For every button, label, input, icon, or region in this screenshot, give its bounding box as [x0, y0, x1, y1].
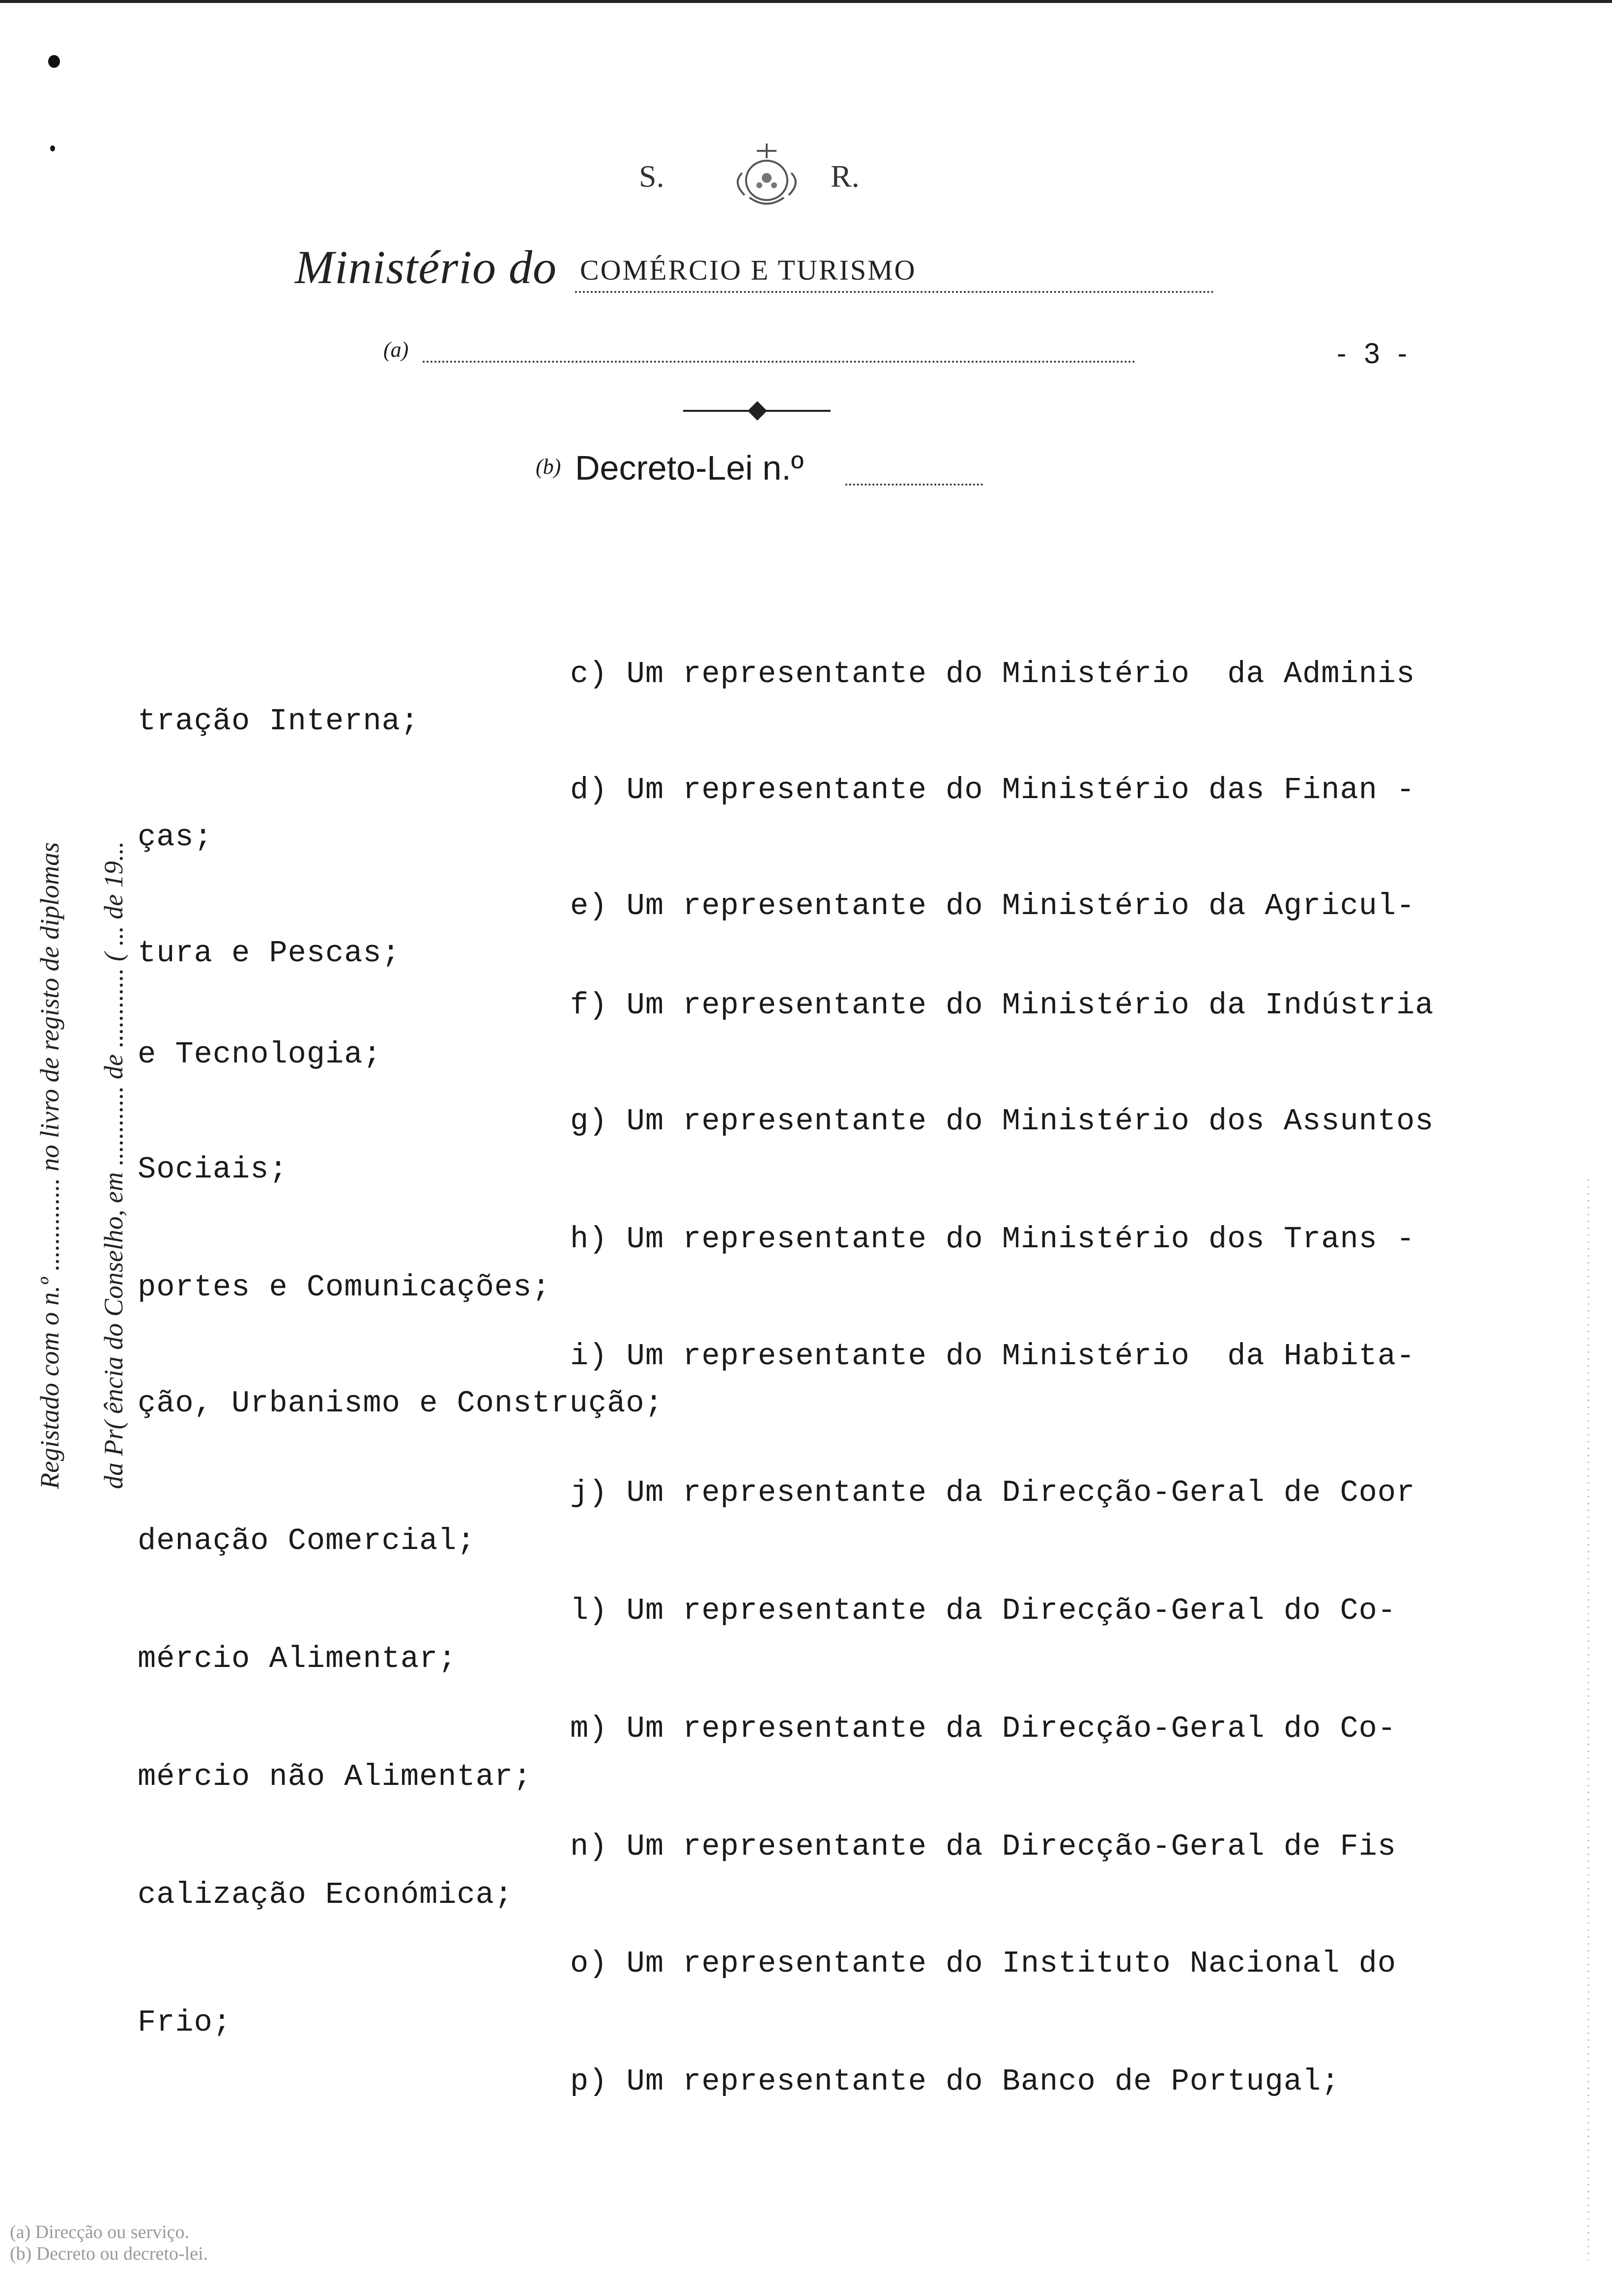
decree-number-dotted-line	[845, 484, 983, 486]
item-i-line-1: i) Um representante do Ministério da Habita-	[570, 1339, 1415, 1374]
item-n-line-1: n) Um representante da Direcção-Geral de Fis	[570, 1829, 1397, 1864]
footnote-b: (b) Decreto ou decreto-lei.	[10, 2243, 208, 2264]
item-c-line-1: c) Um representante do Ministério da Adminis	[570, 657, 1415, 691]
margin-note-line-1: Registado com o n.º .............. no livro de registo de diplomas	[35, 842, 64, 1489]
top-border	[0, 0, 1612, 3]
decree-type-marker: (b)	[536, 455, 561, 479]
scan-edge-artifact	[1587, 1179, 1589, 2261]
item-e-line-2: tura e Pescas;	[138, 936, 401, 971]
ministry-name: COMÉRCIO E TURISMO	[580, 254, 917, 286]
item-h-line-2: portes e Comunicações;	[138, 1270, 551, 1305]
divider-diamond	[748, 401, 767, 421]
item-f-line-1: f) Um representante do Ministério da Indústria	[570, 988, 1434, 1023]
item-o-line-1: o) Um representante do Instituto Nacional do	[570, 1946, 1397, 1981]
service-dotted-line	[423, 361, 1135, 363]
header-r: R.	[831, 159, 860, 194]
coat-of-arms-emblem	[722, 139, 811, 212]
item-l-line-2: mércio Alimentar;	[138, 1641, 457, 1676]
scan-speck	[50, 145, 55, 151]
item-c-line-2: tração Interna;	[138, 704, 420, 739]
item-f-line-2: e Tecnologia;	[138, 1037, 382, 1072]
item-d-line-2: ças;	[138, 820, 213, 855]
decree-label: Decreto-Lei n.º	[575, 449, 804, 487]
item-i-line-2: ção, Urbanismo e Construção;	[138, 1386, 663, 1421]
item-j-line-2: denação Comercial;	[138, 1523, 476, 1558]
item-e-line-1: e) Um representante do Ministério da Agricul-	[570, 889, 1415, 923]
footnotes	[10, 2221, 208, 2265]
item-h-line-1: h) Um representante do Ministério dos Trans -	[570, 1222, 1415, 1257]
ministry-heading-label: Ministério do	[295, 241, 557, 293]
ministry-dotted-line	[575, 291, 1214, 293]
item-l-line-1: l) Um representante da Direcção-Geral do Co-	[570, 1593, 1397, 1628]
item-g-line-1: g) Um representante do Ministério dos Assuntos	[570, 1104, 1434, 1139]
item-j-line-1: j) Um representante da Direcção-Geral de Coor	[570, 1475, 1415, 1510]
item-m-line-2: mércio não Alimentar;	[138, 1759, 532, 1794]
footnote-a: (a) Direcção ou serviço.	[10, 2222, 190, 2242]
item-o-line-2: Frio;	[138, 2005, 232, 2040]
header-s: S.	[639, 159, 664, 194]
page-number: - 3 -	[1337, 338, 1412, 370]
item-m-line-1: m) Um representante da Direcção-Geral do Co-	[570, 1711, 1397, 1746]
punch-hole-mark	[48, 55, 60, 68]
item-d-line-1: d) Um representante do Ministério das Finan -	[570, 773, 1415, 807]
item-n-line-2: calização Económica;	[138, 1877, 514, 1912]
item-p-line-1: p) Um representante do Banco de Portugal;	[570, 2064, 1340, 2099]
item-g-line-2: Sociais;	[138, 1152, 288, 1187]
service-marker: (a)	[383, 338, 409, 362]
margin-note-line-2: da Pr( ência do Conselho, em ............ de ............ ( ... de 19...	[99, 841, 128, 1489]
